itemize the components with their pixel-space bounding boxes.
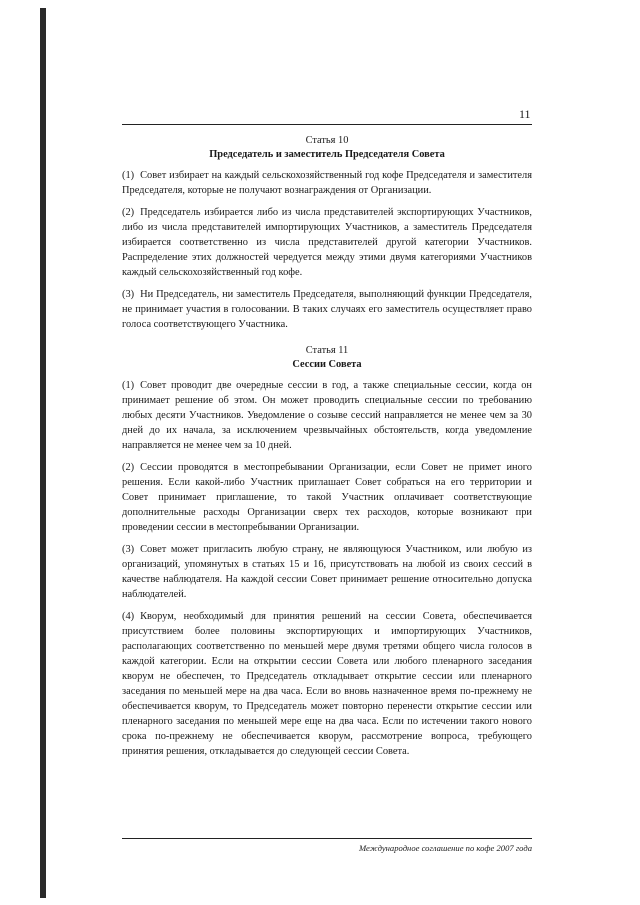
article-10 bbox=[122, 134, 532, 332]
article-heading: Статья 11 bbox=[305, 345, 349, 356]
document-body bbox=[122, 134, 532, 766]
paragraph-text: Сессии проводятся в местопребывании Организации, если Совет не примет иного решения. Если какой-либо Участник приглашает Совет собраться на его территории и Совет принимает приглашение, то такой Участник оплачивает соответствующие дополнительные расходы Организации сверх тех расходов, которые возникают при проведении сессии в местопребывании Организации. bbox=[122, 462, 532, 533]
paragraph bbox=[122, 205, 532, 280]
paragraph-number: (3) bbox=[122, 289, 135, 300]
paragraph-number: (2) bbox=[122, 462, 135, 473]
paragraph-number: (1) bbox=[122, 380, 135, 391]
paragraph-number: (3) bbox=[122, 544, 135, 555]
footer-text: Международное соглашение по кофе 2007 года bbox=[358, 843, 532, 853]
footer-rule bbox=[122, 838, 532, 839]
paragraph-text: Кворум, необходимый для принятия решений на сессии Совета, обеспечивается присутствием более половины экспортирующих и импортирующих Участников, располагающих соответственно по меньшей мере двумя третями общего числа голосов в каждой категории. Если на открытии сессии Совета или любого пленарного заседания кворум не обеспечен, то Председатель откладывает открытие сессии или пленарного заседания по меньшей мере на два часа. Если во вновь назначенное время по-прежнему не обеспечивается кворум, то Председатель может повторно перенести открытие сессии или пленарного заседания по меньшей мере еще на два часа. Если по истечении такого нового срока по-прежнему не обеспечивается кворум, рассмотрение вопроса, требующего принятия решения, откладывается до следующей сессии Совета. bbox=[122, 611, 532, 757]
article-title: Сессии Совета bbox=[292, 359, 362, 370]
header-rule bbox=[122, 124, 532, 125]
paragraph-text: Совет проводит две очередные сессии в год, а также специальные сессии, когда он принимает решение об этом. Он может проводить специальные сессии по требованию любых десяти Участников. Уведомление о созыве сессий направляется не менее чем за 30 дней до их начала, за исключением чрезвычайных обстоятельств, когда уведомление направляется не менее чем за 10 дней. bbox=[122, 380, 532, 451]
paragraph bbox=[122, 287, 532, 332]
article-11 bbox=[122, 344, 532, 759]
paragraph bbox=[122, 168, 532, 198]
paragraph-number: (1) bbox=[122, 170, 135, 181]
paragraph bbox=[122, 542, 532, 602]
paragraph-number: (4) bbox=[122, 611, 135, 622]
paragraph-text: Ни Председатель, ни заместитель Председателя, выполняющий функции Председателя, не принимает участия в голосовании. В таких случаях его заместитель осуществляет право голоса соответствующего Участника. bbox=[122, 289, 532, 330]
paragraph-text: Совет избирает на каждый сельскохозяйственный год кофе Председателя и заместителя Председателя, которые не получают вознаграждения от Организации. bbox=[122, 170, 532, 196]
scan-edge-mark bbox=[40, 8, 46, 898]
article-heading: Статья 10 bbox=[305, 135, 349, 146]
paragraph-text: Совет может пригласить любую страну, не являющуюся Участником, или любую из организаций, упомянутых в статьях 15 и 16, присутствовать на любой из своих сессий в качестве наблюдателя. На каждой сессии Совет принимает решение относительно допуска наблюдателей. bbox=[122, 544, 532, 600]
paragraph bbox=[122, 609, 532, 759]
paragraph-text: Председатель избирается либо из числа представителей экспортирующих Участников, либо из числа представителей импортирующих Участников, а заместитель Председателя избирается соответственно из числа представителей другой категории Участников. Распределение этих должностей чередуется между этими двумя категориями Участников каждый сельскохозяйственный год кофе. bbox=[122, 207, 532, 278]
page-number: 11 bbox=[519, 107, 531, 121]
paragraph bbox=[122, 378, 532, 453]
article-title: Председатель и заместитель Председателя Совета bbox=[209, 149, 445, 160]
paragraph-number: (2) bbox=[122, 207, 135, 218]
paragraph bbox=[122, 460, 532, 535]
